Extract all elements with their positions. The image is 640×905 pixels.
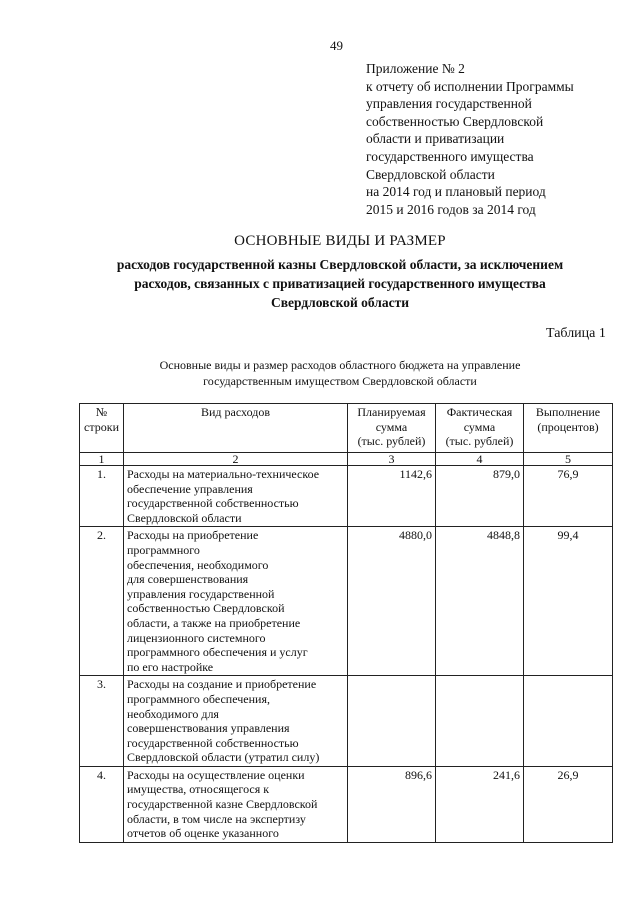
caption-line: государственным имуществом Свердловской области [203, 374, 477, 388]
row-plan: 4880,0 [348, 527, 436, 676]
appendix-line: области и приватизации [366, 131, 505, 147]
header-plan: Планируемая сумма (тыс. рублей) [348, 404, 436, 453]
appendix-line: Приложение № 2 [366, 61, 465, 76]
row-exec: 76,9 [524, 466, 613, 527]
row-fact: 4848,8 [436, 527, 524, 676]
row-num: 1. [80, 466, 124, 527]
row-fact: 241,6 [436, 766, 524, 842]
row-plan [348, 676, 436, 767]
table-index-row [80, 453, 613, 466]
page-number: 49 [330, 38, 343, 53]
subtitle-line: Свердловской области [270, 295, 410, 310]
table-row [80, 466, 613, 527]
appendix-line: управления государственной [366, 96, 532, 112]
expenses-table [79, 403, 613, 843]
row-num: 3. [80, 676, 124, 767]
caption-line: Основные виды и размер расходов областного бюджета на управление [159, 358, 521, 372]
row-exec [524, 676, 613, 767]
appendix-line: Свердловской области [366, 166, 495, 182]
appendix-line: 2015 и 2016 годов за 2014 год [366, 201, 536, 217]
row-num: 2. [80, 527, 124, 676]
appendix-line: собственностью Свердловской [366, 113, 544, 129]
row-plan: 896,6 [348, 766, 436, 842]
appendix-line: на 2014 год и плановый период [366, 184, 546, 200]
row-type: Расходы на осуществление оценки имущества, относящегося к государственной казне Свердловской области, в том числе на экспертизу отчетов об оценке указанного [124, 766, 348, 842]
index-cell: 1 [80, 453, 124, 466]
header-num: № строки [80, 404, 124, 453]
table-row [80, 676, 613, 767]
document-subtitle [0, 255, 640, 312]
row-plan: 1142,6 [348, 466, 436, 527]
header-exec: Выполнение (процентов) [524, 404, 613, 453]
row-exec: 99,4 [524, 527, 613, 676]
index-cell: 3 [348, 453, 436, 466]
appendix-block [366, 60, 574, 218]
appendix-line: государственного имущества [366, 148, 534, 164]
row-exec: 26,9 [524, 766, 613, 842]
row-type: Расходы на приобретение программного обеспечения, необходимого для совершенствования управления государственной собственностью Свердловской области, а также на приобретение лицензионного системного программного обеспечения и услуг по его настройке [124, 527, 348, 676]
subtitle-line: расходов, связанных с приватизацией государственного имущества [134, 276, 546, 291]
row-type: Расходы на материально-техническое обеспечение управления государственной собственностью Свердловской области [124, 466, 348, 527]
document-title: ОСНОВНЫЕ ВИДЫ И РАЗМЕР [234, 233, 446, 249]
header-type: Вид расходов [124, 404, 348, 453]
row-type: Расходы на создание и приобретение программного обеспечения, необходимого для совершенствования управления государственной собственностью Свердловской области (утратил силу) [124, 676, 348, 767]
row-num: 4. [80, 766, 124, 842]
index-cell: 5 [524, 453, 613, 466]
index-cell: 4 [436, 453, 524, 466]
subtitle-line: расходов государственной казны Свердловской области, за исключением [116, 257, 564, 272]
index-cell: 2 [124, 453, 348, 466]
table-label: Таблица 1 [546, 326, 606, 341]
table-header-row [80, 404, 613, 453]
table-caption [0, 357, 640, 389]
table-row [80, 527, 613, 676]
row-fact [436, 676, 524, 767]
appendix-line: к отчету об исполнении Программы [366, 78, 574, 94]
header-fact: Фактическая сумма (тыс. рублей) [436, 404, 524, 453]
row-fact: 879,0 [436, 466, 524, 527]
table-row [80, 766, 613, 842]
